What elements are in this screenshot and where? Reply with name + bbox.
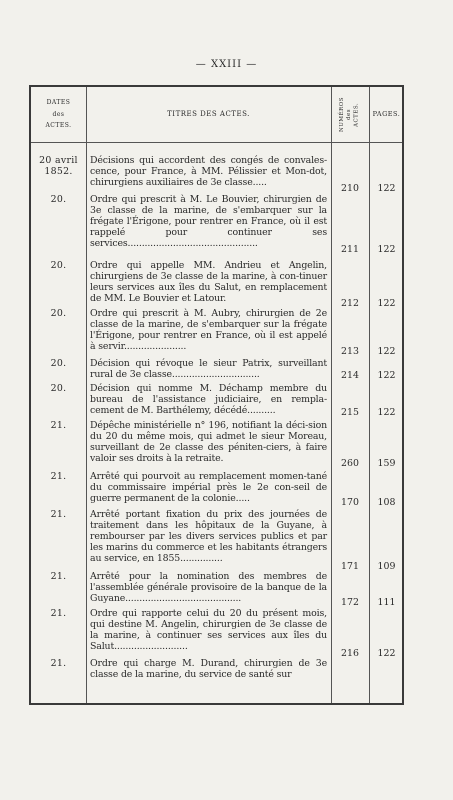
header-dates-line: DATES	[46, 99, 71, 107]
entry-numero: 210	[341, 183, 359, 194]
entry-title: Arrêté pour la nomination des membres de l'assemblée générale provisoire de la banque de la Guyane.........................................	[90, 571, 327, 605]
entry-title: Décision qui nomme M. Déchamp membre du bureau de l'assistance judiciaire, en rempla-cement de M. Barthélemy, décédé..........	[90, 383, 327, 417]
entry-date: 20.	[50, 383, 67, 394]
entry-title: Ordre qui rapporte celui du 20 du présent mois, qui destine M. Angelin, chirurgien de 3e classe de la marine, à continuer ses services aux îles du Salut..........................	[90, 608, 327, 653]
entry-date: 21.	[50, 658, 67, 669]
entry-date: 20.	[50, 194, 67, 205]
header-pages: PAGES.	[372, 110, 401, 119]
entry-date: 21.	[50, 420, 67, 431]
entry-numero: 170	[341, 497, 359, 508]
header-numeros-line: des	[346, 108, 353, 121]
entry-numero: 260	[341, 458, 359, 469]
entry-numero: 215	[341, 407, 359, 418]
entry-numero: 214	[341, 370, 359, 381]
entry-date: 20.	[50, 358, 67, 369]
entry-page: 122	[377, 298, 396, 309]
header-rule	[31, 142, 402, 143]
header-dates-line: ACTES.	[45, 122, 72, 130]
entry-title: Ordre qui prescrit à M. Aubry, chirurgien de 2e classe de la marine, de s'embarquer sur la frégate l'Érigone, pour rentrer en France, où il est appelé à servir......................	[90, 308, 327, 353]
header-titres: TITRES DES ACTES.	[167, 109, 250, 118]
entry-title: Arrêté qui pourvoit au remplacement momen-tané du commissaire impérial près le 2e con-seil de guerre permanent de la colonie.....	[90, 471, 327, 505]
entry-numero: 212	[341, 298, 359, 309]
entry-title: Décisions qui accordent des congés de convales-cence, pour France, à MM. Pélissier et Mon-dot, chirurgiens auxiliaires de 3e classe.....	[90, 155, 327, 189]
entry-page: 111	[377, 597, 396, 608]
entry-title: Dépêche ministérielle n° 196, notifiant la déci-sion du 20 du même mois, qui admet le sieur Moreau, surveillant de 2e classe des péniten-ciers, à faire valoir ses droits à la retraite.	[90, 420, 327, 465]
header-dates	[31, 87, 86, 142]
entry-page: 109	[377, 561, 396, 572]
column-divider	[331, 87, 332, 703]
column-divider	[86, 87, 87, 703]
entry-title: Ordre qui prescrit à M. Le Bouvier, chirurgien de 3e classe de la marine, de s'embarquer sur la frégate l'Érigone, pour rentrer en France, où il est rappelé pour continuer ses services..............................................	[90, 194, 327, 250]
index-table	[29, 85, 404, 705]
header-numeros-line: NUMÉROS	[339, 96, 346, 132]
entry-page: 122	[377, 346, 396, 357]
entry-page: 122	[377, 648, 396, 659]
entry-date: 21.	[50, 509, 67, 520]
entry-numero: 213	[341, 346, 359, 357]
page-number: — XXIII —	[195, 59, 258, 70]
entry-page: 159	[377, 458, 396, 469]
entry-page: 122	[377, 407, 396, 418]
entry-date: 21.	[50, 608, 67, 619]
entry-title: Décision qui révoque le sieur Patrix, surveillant rural de 3e classe...............................	[90, 358, 327, 381]
header-numeros	[331, 87, 369, 142]
entry-page: 108	[377, 497, 396, 508]
entry-page: 122	[377, 244, 396, 255]
entry-page: 122	[377, 370, 396, 381]
entry-numero: 171	[341, 561, 359, 572]
entry-date: 20.	[50, 308, 67, 319]
entry-date: 20.	[50, 260, 67, 271]
column-divider	[369, 87, 370, 703]
entry-numero: 172	[341, 597, 359, 608]
entry-title: Arrêté portant fixation du prix des journées de traitement dans les hôpitaux de la Guyane, à rembourser par les divers services publics et par les marins du commerce et les habitants étrangers au service, en 1855...............	[90, 509, 327, 565]
entry-date: 21.	[50, 571, 67, 582]
header-dates-line: des	[52, 110, 65, 118]
entry-date: 21.	[50, 471, 67, 482]
entry-page: 122	[377, 183, 396, 194]
entry-numero: 216	[341, 648, 359, 659]
entry-title: Ordre qui appelle MM. Andrieu et Angelin, chirurgiens de 3e classe de la marine, à con-tinuer leurs services aux îles du Salut, en remplacement de MM. Le Bouvier et Latour.	[90, 260, 327, 305]
header-numeros-line: ACTES.	[353, 102, 360, 127]
entry-title: Ordre qui charge M. Durand, chirurgien de 3e classe de la marine, du service de santé sur	[90, 658, 327, 681]
entry-numero: 211	[341, 244, 359, 255]
entry-date: 20 avril 1852.	[39, 155, 78, 177]
